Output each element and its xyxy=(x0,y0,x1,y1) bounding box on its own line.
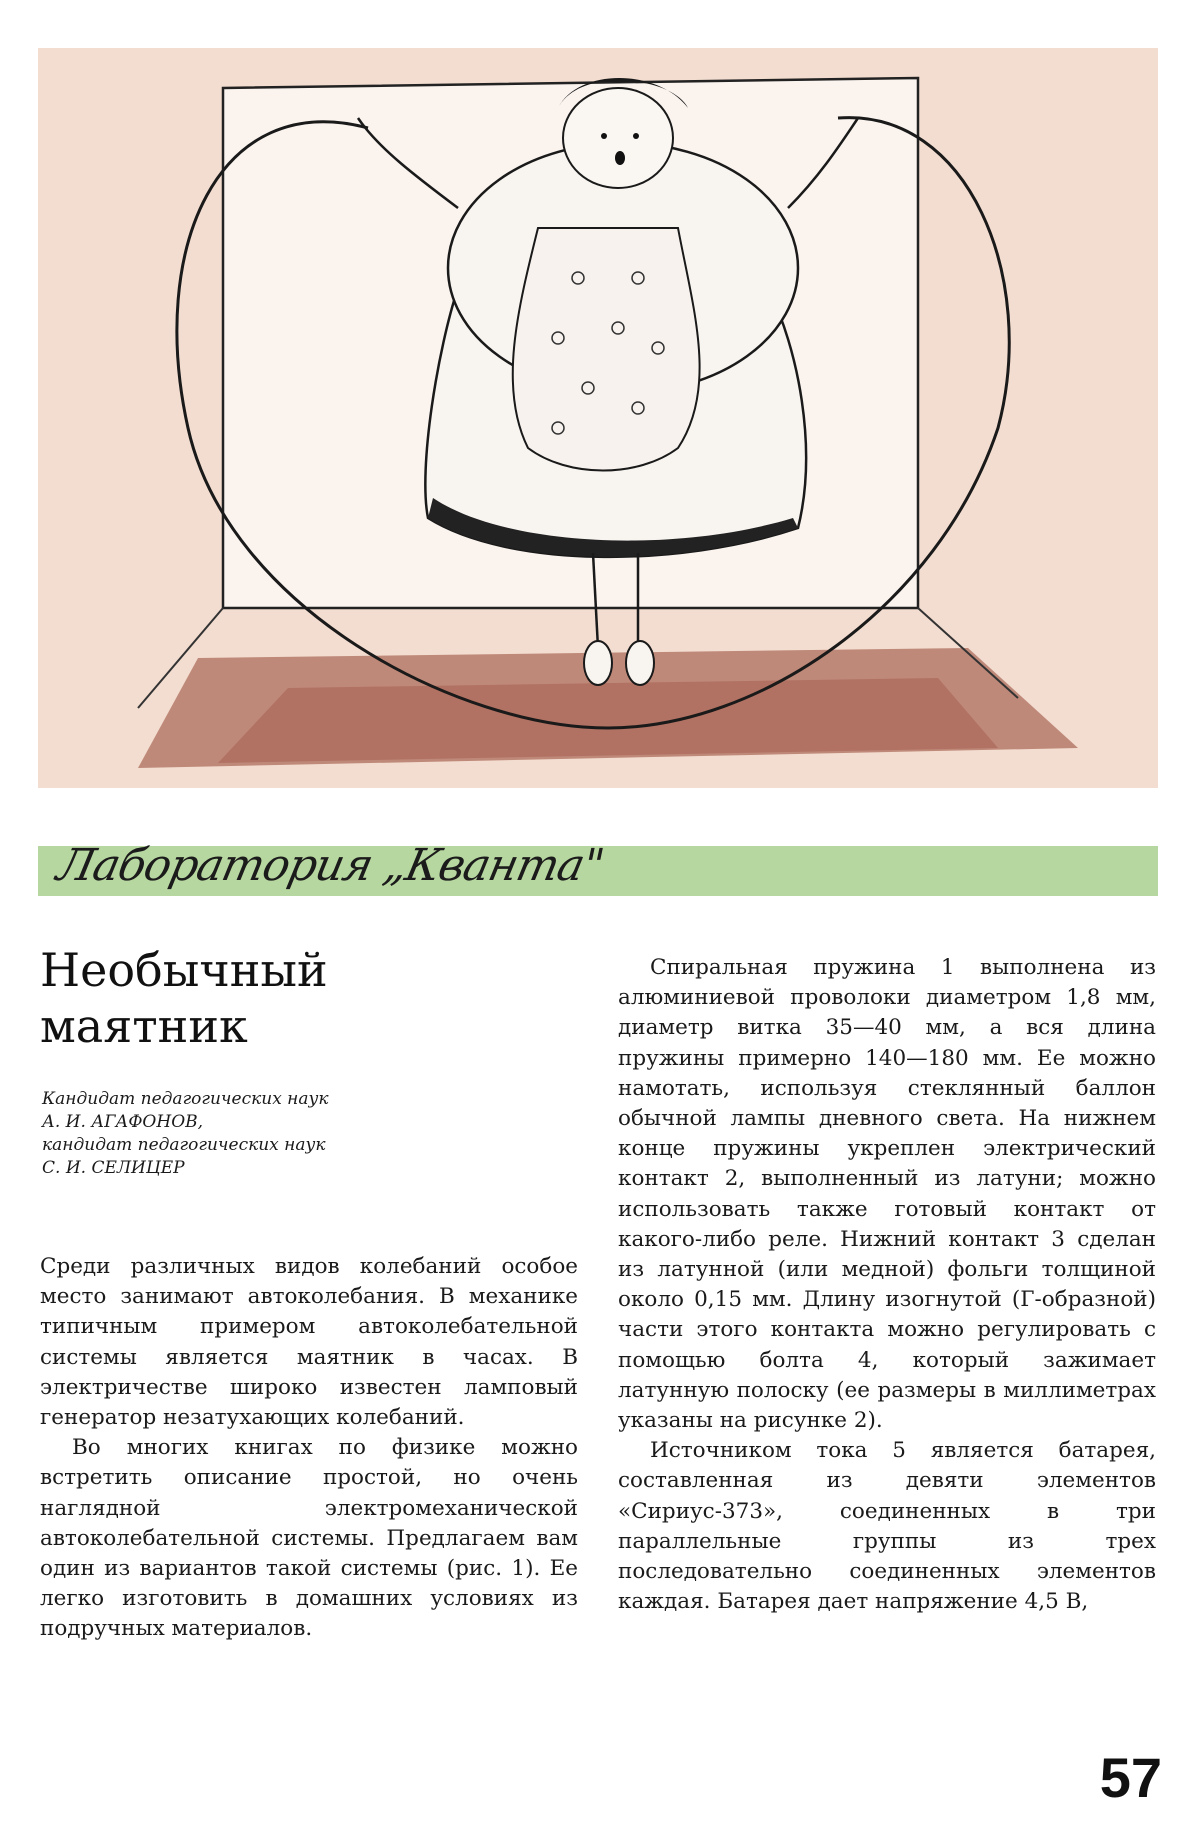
title-line-1: Необычный xyxy=(40,943,328,997)
paragraph: Источником тока 5 является батарея, составленная из девяти элементов «Сириус-373», соединенных в три параллельные группы из трех последовательно соединенных элементов каждая. Батарея дает напряжение 4,5 В, xyxy=(618,1438,1156,1615)
paragraph: Среди различных видов колебаний особое место занимают автоколебания. В механике типичным примером автоколебательной системы является маятник в часах. В электричестве широко известен ламповый генератор незатухающих колебаний. xyxy=(40,1254,578,1431)
author-line: А. И. АГАФОНОВ, xyxy=(42,1112,204,1132)
illustration xyxy=(38,48,1158,788)
banner-text: Лаборатория „Кванта" xyxy=(52,840,608,891)
author-line: кандидат педагогических наук xyxy=(42,1135,326,1155)
section-banner xyxy=(38,840,1158,896)
right-column xyxy=(618,953,1156,1617)
jumping-rope-woman-illustration xyxy=(38,48,1158,788)
author-line: Кандидат педагогических наук xyxy=(42,1089,329,1109)
paragraph: Спиральная пружина 1 выполнена из алюминиевой проволоки диаметром 1,8 мм, диаметр витка 35—40 мм, а вся длина пружины примерно 140—180 мм. Ее можно намотать, используя стеклянный баллон обычной лампы дневного света. На нижнем конце пружины укреплен электрический контакт 2, выполненный из латуни; можно использовать также готовый контакт от какого-либо реле. Нижний контакт 3 сделан из латунной (или медной) фольги толщиной около 0,15 мм. Длину изогнутой (Г-образной) части этого контакта можно регулировать с помощью болта 4, который зажимает латунную полоску (ее размеры в миллиметрах указаны на рисунке 2). xyxy=(618,955,1156,1434)
paragraph: Во многих книгах по физике можно встретить описание простой, но очень наглядной электромеханической автоколебательной системы. Предлагаем вам один из вариантов такой системы (рис. 1). Ее легко изготовить в домашних условиях из подручных материалов. xyxy=(40,1435,578,1642)
left-column xyxy=(40,1252,578,1645)
author-line: С. И. СЕЛИЦЕР xyxy=(42,1158,185,1178)
authors xyxy=(42,1088,602,1180)
page-number: 57 xyxy=(1099,1746,1162,1809)
title-line-2: маятник xyxy=(40,999,248,1053)
article-title xyxy=(40,942,600,1054)
